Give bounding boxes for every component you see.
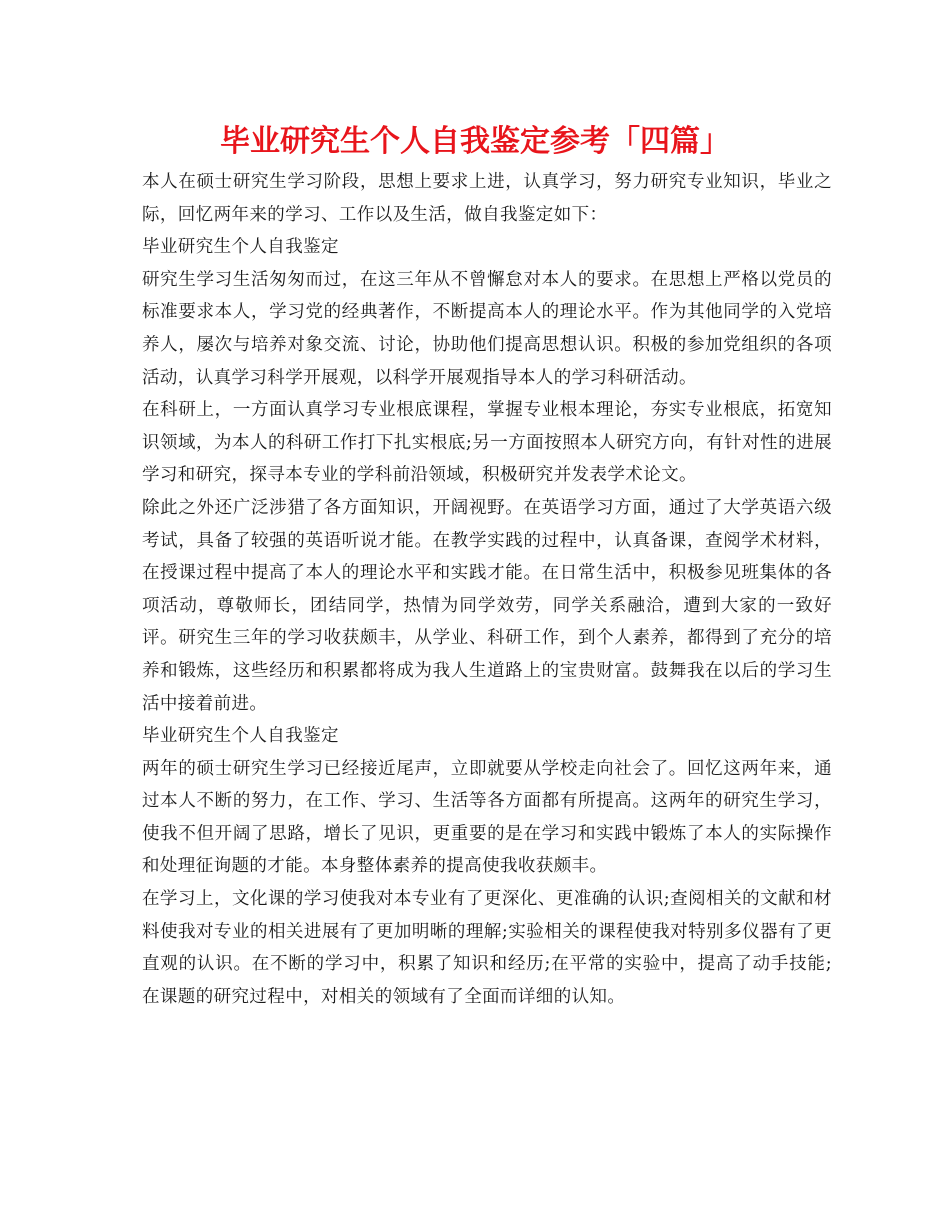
body-paragraph: 两年的硕士研究生学习已经接近尾声，立即就要从学校走向社会了。回忆这两年来，通过本人不断的努力，在工作、学习、生活等各方面都有所提高。这两年的研究生学习，使我不但开阔了思路，增长了见识，更重要的是在学习和实践中锻炼了本人的实际操作和处理征询题的才能。本身整体素养的提高使我收获颇丰。 xyxy=(142,758,832,877)
document-title: 毕业研究生个人自我鉴定参考「四篇」 xyxy=(220,124,730,159)
body-paragraph: 在学习上，文化课的学习使我对本专业有了更深化、更准确的认识;查阅相关的文献和材料使我对专业的相关进展有了更加明晰的理解;实验相关的课程使我对特别多仪器有了更直观的认识。在不断的学习中，积累了知识和经历;在平常的实验中，提高了动手技能;在课题的研究过程中，对相关的领域有了全面而详细的认知。 xyxy=(142,889,832,1007)
section-heading: 毕业研究生个人自我鉴定 xyxy=(142,237,339,258)
body-paragraph: 在科研上，一方面认真学习专业根底课程，掌握专业根本理论，夯实专业根底，拓宽知识领域，为本人的科研工作打下扎实根底;另一方面按照本人研究方向，有针对性的进展学习和研究，探寻本专业的学科前沿领域，积极研究并发表学术论文。 xyxy=(142,400,832,486)
body-paragraph: 除此之外还广泛涉猎了各方面知识，开阔视野。在英语学习方面，通过了大学英语六级考试，具备了较强的英语听说才能。在教学实践的过程中，认真备课，查阅学术材料，在授课过程中提高了本人的理论水平和实践才能。在日常生活中，积极参见班集体的各项活动，尊敬师长，团结同学，热情为同学效劳，同学关系融洽，遭到大家的一致好评。研究生三年的学习收获颇丰，从学业、科研工作，到个人素养，都得到了充分的培养和锻炼，这些经历和积累都将成为我人生道路上的宝贵财富。鼓舞我在以后的学习生活中接着前进。 xyxy=(142,497,832,714)
document-body xyxy=(142,166,832,1013)
body-paragraph: 研究生学习生活匆匆而过，在这三年从不曾懈怠对本人的要求。在思想上严格以党员的标准要求本人，学习党的经典著作，不断提高本人的理论水平。作为其他同学的入党培养人，屡次与培养对象交流、讨论，协助他们提高思想认识。积极的参加党组织的各项活动，认真学习科学开展观，以科学开展观指导本人的学习科研活动。 xyxy=(142,269,832,388)
section-heading: 毕业研究生个人自我鉴定 xyxy=(142,726,339,747)
intro-paragraph: 本人在硕士研究生学习阶段，思想上要求上进，认真学习，努力研究专业知识，毕业之际，回忆两年来的学习、工作以及生活，做自我鉴定如下： xyxy=(142,172,832,225)
